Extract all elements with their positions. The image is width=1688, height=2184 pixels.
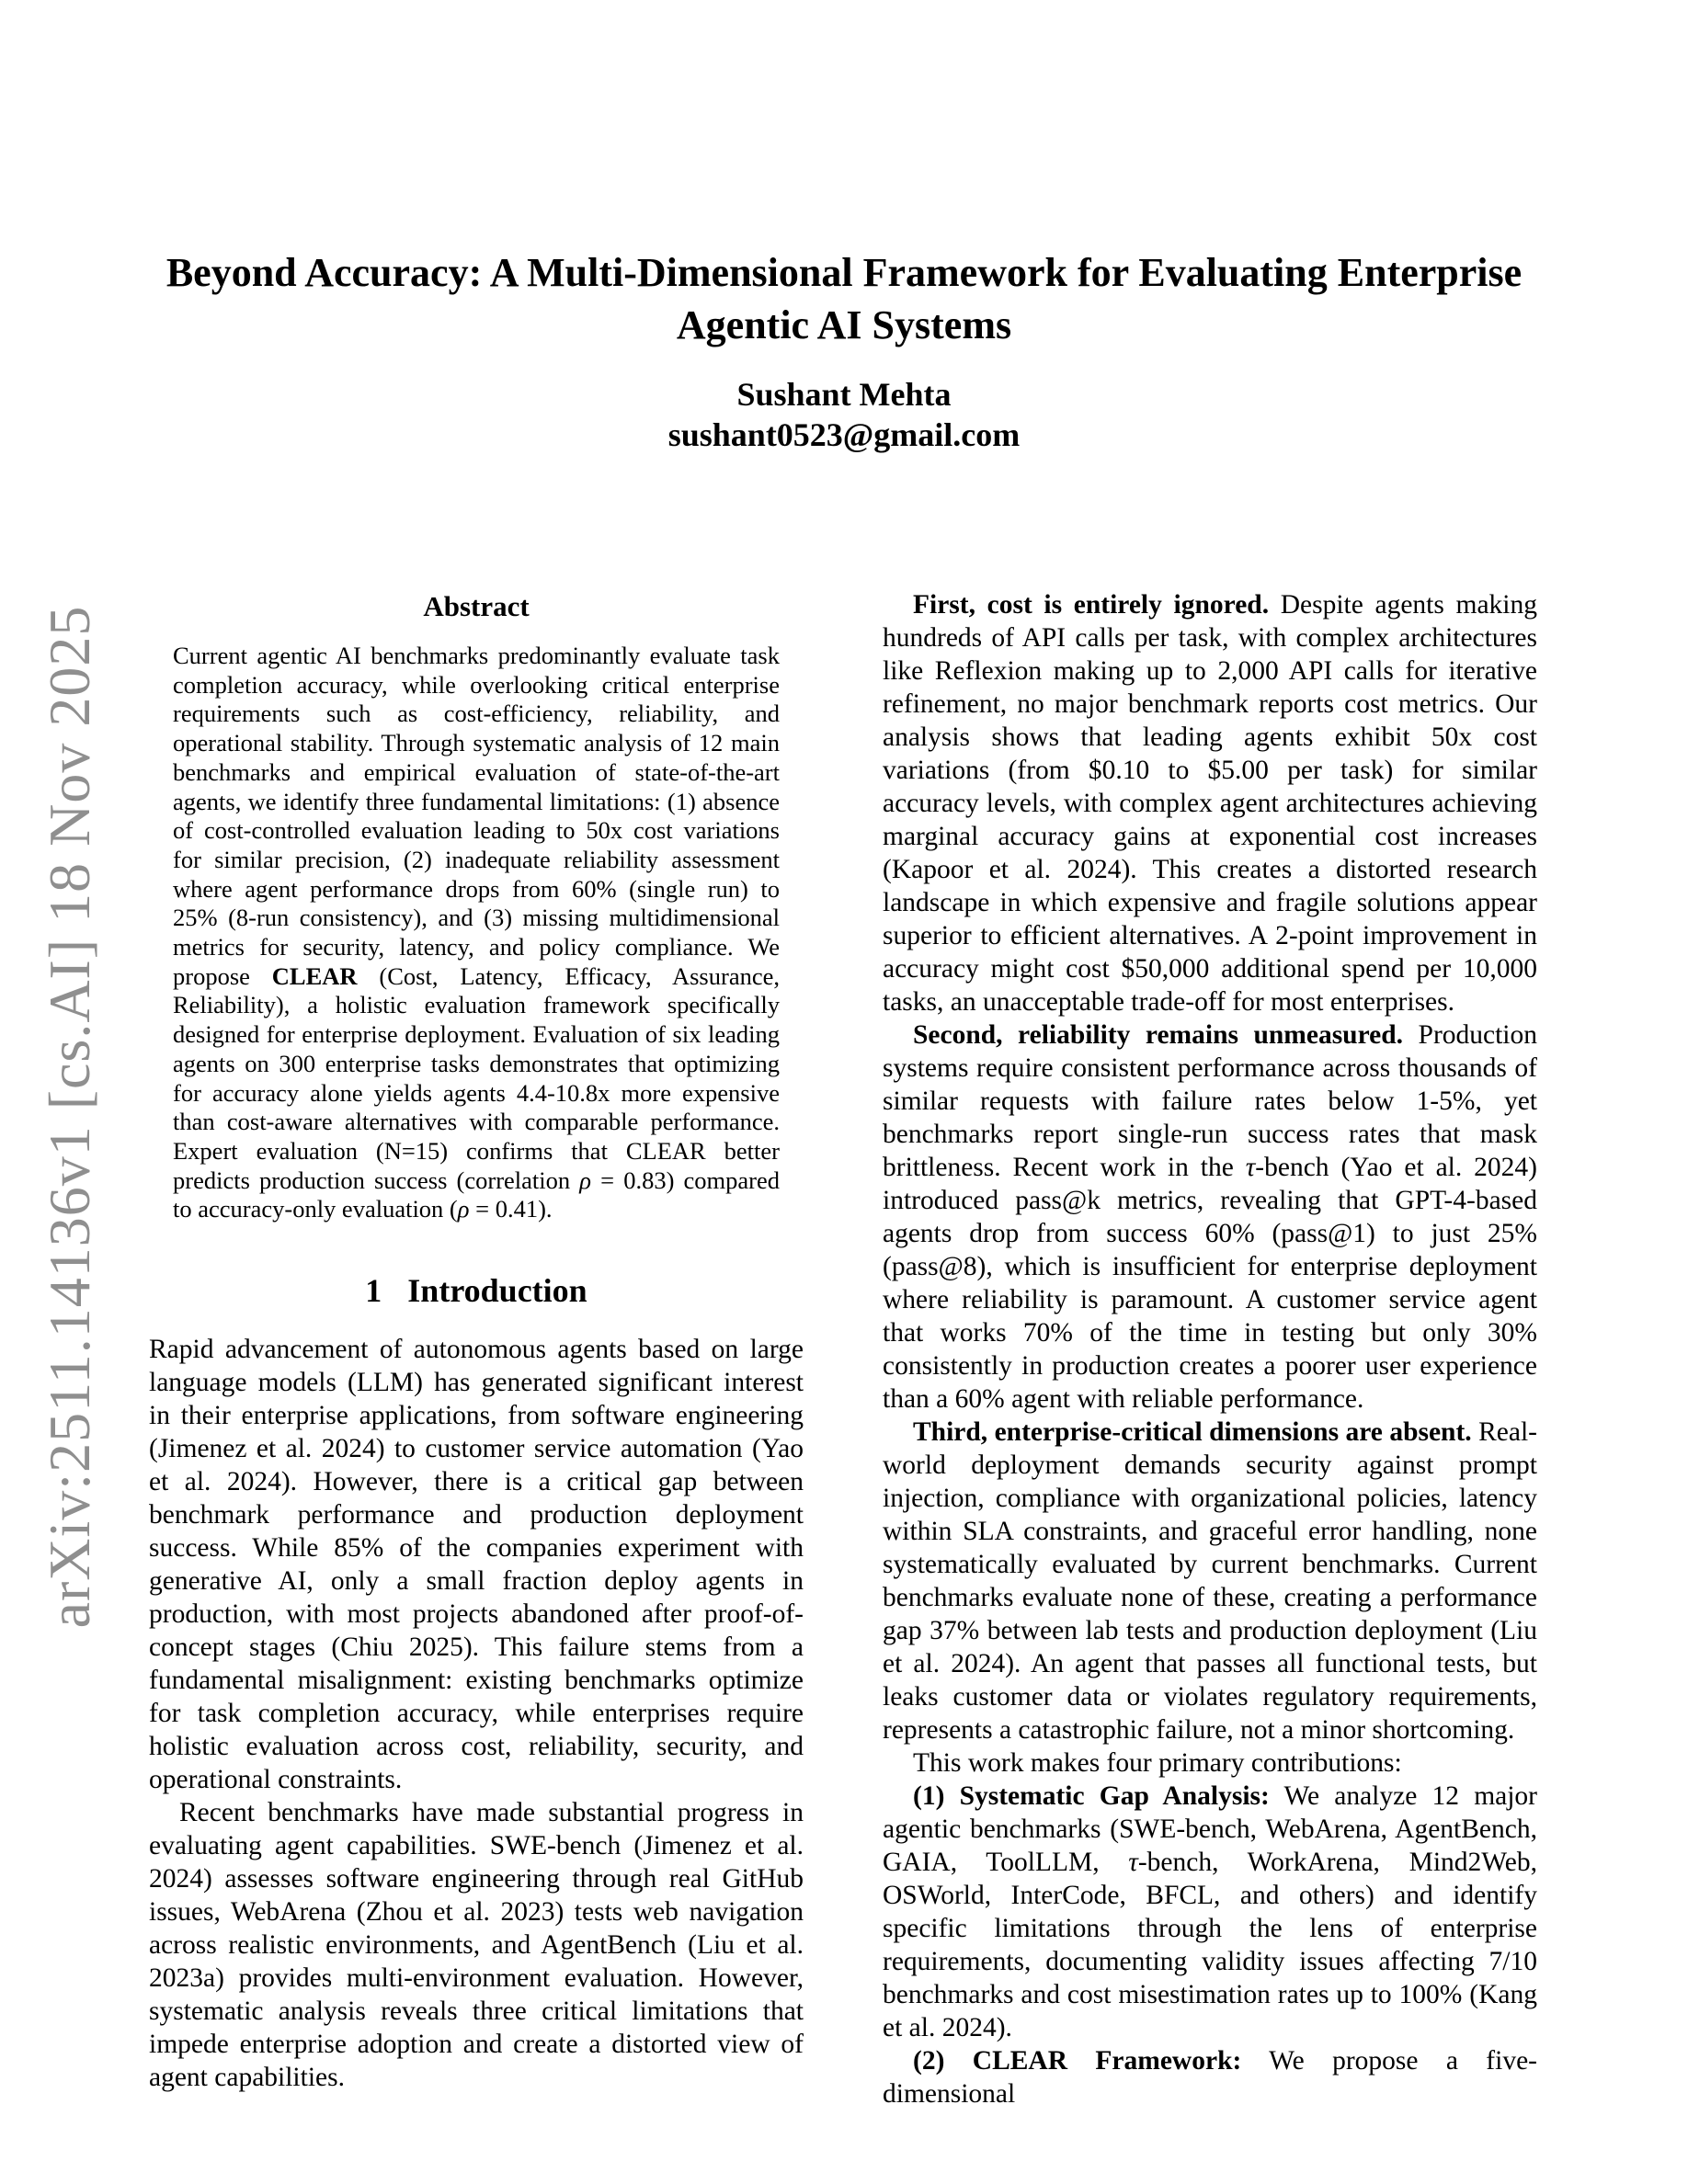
section-title: Introduction — [407, 1272, 587, 1310]
text-run: τ — [1128, 1848, 1138, 1877]
text-run: Real-world deployment demands security against prompt injection, compliance with organizational policies, latency within SLA constraints, and graceful error handling, none systematically evaluated by current benchmarks. Current benchmarks evaluate none of these, creating a performance gap 37% between lab tests and production deployment (Liu et al. 2024). An agent that passes all functional tests, but leaks customer data or violates regulatory requirements, represents a catastrophic failure, not a minor shortcoming. — [883, 1417, 1537, 1745]
paragraph — [149, 1333, 804, 1796]
right-column — [883, 588, 1537, 2110]
text-run: Second, reliability remains unmeasured. — [913, 1020, 1404, 1050]
paragraph — [883, 1018, 1537, 1416]
text-run: = 0.41). — [469, 1195, 553, 1223]
text-run: τ — [1245, 1153, 1256, 1182]
paper-header — [0, 246, 1688, 454]
text-run: -bench, WorkArena, Mind2Web, OSWorld, InterCode, BFCL, and others) and identify specific limitations through the lens of enterprise requirements, documenting validity issues affecting 7/10 benchmarks and cost misestimation rates up to 100% (Kang et al. 2024). — [883, 1848, 1537, 2042]
text-run: Despite agents making hundreds of API calls per task, with complex architectures like Reflexion making up to 2,000 API calls for iterative refinement, no major benchmark reports cost metrics. Our analysis shows that leading agents exhibit 50x cost variations (from $0.10 to $5.00 per task) for similar accuracy levels, with complex agent architectures achieving marginal accuracy gains at exponential cost increases (Kapoor et al. 2024). This creates a distorted research landscape in which expensive and fragile solutions appear superior to efficient alternatives. A 2-point improvement in accuracy might cost $50,000 additional spend per 10,000 tasks, an unacceptable trade-off for most enterprises. — [883, 590, 1537, 1017]
arxiv-watermark: arXiv:2511.14136v1 [cs.AI] 18 Nov 2025 — [37, 605, 102, 1629]
text-run: Production systems require consistent performance across thousands of similar requests with failure rates below 1-5%, yet benchmarks report single-run success rates that mask brittleness. Recent work in the — [883, 1020, 1538, 1182]
right-column-paragraphs — [883, 588, 1537, 2110]
author-name: Sushant Mehta — [736, 376, 952, 413]
author-email: sushant0523@gmail.com — [667, 416, 1021, 453]
text-run: Recent benchmarks have made substantial progress in evaluating agent capabilities. SWE-bench (Jimenez et al. 2024) assesses software engineering through real GitHub issues, WebArena (Zhou et al. 2023) tests web navigation across realistic environments, and AgentBench (Liu et al. 2023a) provides multi-environment evaluation. However, systematic analysis reveals three critical limitations that impede enterprise adoption and create a distorted view of agent capabilities. — [149, 1798, 804, 2093]
text-run: Third, enterprise-critical dimensions are absent. — [913, 1417, 1472, 1447]
text-run: ρ — [457, 1195, 470, 1223]
paragraph — [883, 1746, 1537, 1780]
text-run: Rapid advancement of autonomous agents based on large language models (LLM) has generated significant interest in their enterprise applications, from software engineering (Jimenez et al. 2024) to customer service automation (Yao et al. 2024). However, there is a critical gap between benchmark performance and production deployment success. While 85% of the companies experiment with generative AI, only a small fraction deploy agents in production, with most projects abandoned after proof-of-concept stages (Chiu 2025). This failure stems from a fundamental misalignment: existing benchmarks optimize for task completion accuracy, while enterprises require holistic evaluation across cost, reliability, security, and operational constraints. — [149, 1335, 804, 1795]
text-run: Current agentic AI benchmarks predominantly evaluate task completion accuracy, while overlooking critical enterprise requirements such as cost-efficiency, reliability, and operational stability. Through systematic analysis of 12 main benchmarks and empirical evaluation of state-of-the-art agents, we identify three fundamental limitations: (1) absence of cost-controlled evaluation leading to 50x cost variations for similar precision, (2) inadequate reliability assessment where agent performance drops from 60% (single run) to 25% (8-run consistency), and (3) missing multidimensional metrics for security, latency, and policy compliance. We propose — [173, 642, 780, 990]
text-run: CLEAR — [271, 961, 358, 990]
text-run: We analyze 12 major agentic benchmarks (SWE-bench, WebArena, AgentBench, GAIA, ToolLLM, — [883, 1781, 1538, 1877]
text-run: = 0.83) compared to accuracy-only evaluation ( — [173, 1166, 780, 1223]
text-run: This work makes four primary contributions: — [913, 1748, 1402, 1778]
introduction-paragraphs — [149, 1333, 804, 2094]
paragraph — [883, 1780, 1537, 2044]
text-run: First, cost is entirely ignored. — [913, 590, 1270, 620]
paragraph — [883, 588, 1537, 1018]
section-number: 1 — [365, 1272, 382, 1310]
text-run: (1) Systematic Gap Analysis: — [913, 1781, 1270, 1811]
section-heading-introduction — [149, 1270, 804, 1311]
text-run: -bench (Yao et al. 2024) introduced pass@k metrics, revealing that GPT-4-based agents drop from success 60% (pass@1) to just 25% (pass@8), which is insufficient for enterprise deployment where reliability is paramount. A customer service agent that works 70% of the time in testing but only 30% consistently in production creates a poorer user experience than a 60% agent with reliable performance. — [883, 1153, 1537, 1414]
paragraph — [883, 1416, 1537, 1746]
text-run: We propose a five-dimensional — [883, 2046, 1537, 2109]
left-column — [149, 588, 804, 2094]
abstract-text — [173, 642, 780, 1224]
paragraph — [149, 1796, 804, 2094]
abstract-heading: Abstract — [423, 590, 530, 622]
text-run: ρ — [579, 1166, 591, 1194]
text-run: (2) CLEAR Framework: — [913, 2046, 1242, 2076]
paper-title: Beyond Accuracy: A Multi-Dimensional Framework for Evaluating Enterprise Agentic AI Systems — [165, 250, 1523, 347]
text-run: (Cost, Latency, Efficacy, Assurance, Reliability), a holistic evaluation framework specifically designed for enterprise deployment. Evaluation of six leading agents on 300 enterprise tasks demonstrates that optimizing for accuracy alone yields agents 4.4-10.8x more expensive than cost-aware alternatives with comparable performance. Expert evaluation (N=15) confirms that CLEAR better predicts production success (correlation — [173, 961, 780, 1194]
paragraph — [883, 2044, 1537, 2110]
